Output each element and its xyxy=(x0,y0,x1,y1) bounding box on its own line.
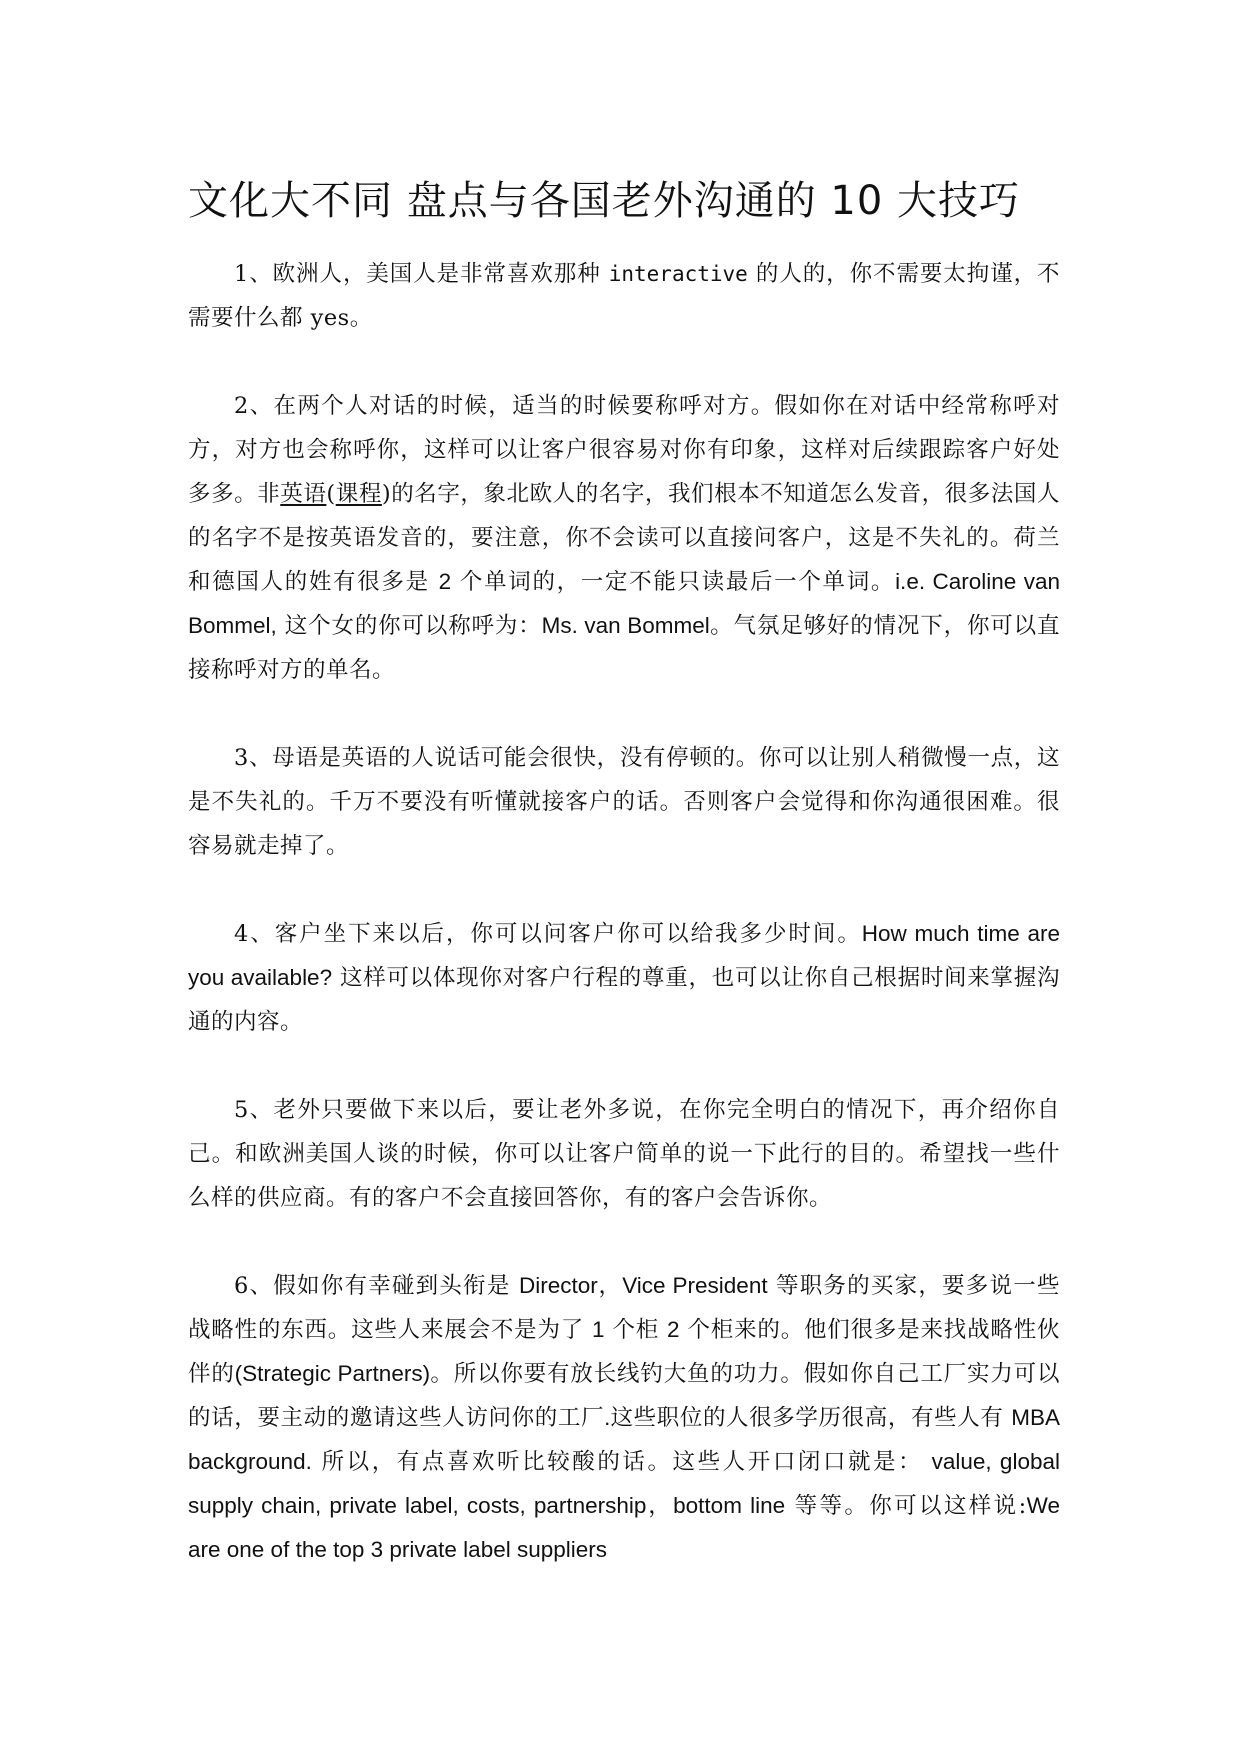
text: 6、假如你有幸碰到头衔是 xyxy=(234,1273,519,1299)
document-body xyxy=(188,170,1060,1572)
text: 个单词的，一定不能只读最后一个单词。 xyxy=(451,569,896,595)
paragraph-3 xyxy=(188,736,1060,868)
text: 5、老外只要做下来以后，要让老外多说，在你完全明白的情况下，再介绍你自己。和欧洲美国人谈的时候，你可以让客户简单的说一下此行的目的。希望找一些什么样的供应商。有的客户不会直接回答你，有的客户会告诉你。 xyxy=(188,1097,1060,1211)
text: 3、母语是英语的人说话可能会很快，没有停顿的。你可以让别人稍微慢一点，这是不失礼的。千万不要没有听懂就接客户的话。否则客户会觉得和你沟通很困难。很容易就走掉了。 xyxy=(188,745,1060,859)
link-english[interactable]: 英语 xyxy=(280,481,327,507)
page-title: 文化大不同 盘点与各国老外沟通的 10 大技巧 xyxy=(188,178,1021,224)
text-english: value, global supply chain, private label, costs, partnership xyxy=(188,1449,1060,1518)
text: ( xyxy=(326,481,336,507)
paragraph-6 xyxy=(188,1264,1060,1572)
text: ， xyxy=(646,1493,674,1519)
text-english: (Strategic Partners) xyxy=(234,1361,431,1386)
paragraph-5 xyxy=(188,1088,1060,1220)
text: 2、在两个人对话的时候，适当的时候要称呼对方。假如你在对话中经常称呼对方，对方也会称呼你，这样可以让客户很容易对你有印象，这样对后续跟踪客户好处多多。非 xyxy=(188,393,1060,507)
text-number: 1 xyxy=(592,1317,605,1342)
link-course[interactable]: 课程 xyxy=(335,481,382,507)
text-english: MBA background. xyxy=(188,1405,1060,1474)
text-punct: . xyxy=(604,1405,611,1430)
text-english: bottom line xyxy=(673,1493,786,1518)
text-english: Vice President xyxy=(622,1273,768,1298)
text: 等职务的买家，要多说一些战略性的东西。这些人来展会不是为了 xyxy=(188,1273,1060,1343)
text: 4、客户坐下来以后，你可以问客户你可以给我多少时间。 xyxy=(234,921,862,947)
text-number: 2 xyxy=(667,1317,680,1342)
text: 这样可以体现你对客户行程的尊重，也可以让你自己根据时间来掌握沟通的内容。 xyxy=(188,965,1060,1035)
text: ， xyxy=(597,1273,623,1299)
text: )的名字，象北欧人的名字，我们根本不知道怎么发音，很多法国人的名字不是按英语发音的，要注意，你不会读可以直接问客户，这是不失礼的。荷兰和德国人的姓有很多是 xyxy=(188,481,1060,595)
text-english: How much time are you available? xyxy=(188,921,1060,990)
text: 这些职位的人很多学历很高，有些人有 xyxy=(610,1405,1012,1431)
text: 1、欧洲人，美国人是非常喜欢那种 xyxy=(234,261,609,287)
text-english: interactive xyxy=(608,262,748,286)
text: 所以，有点喜欢听比较酸的话。这些人开口闭口就是： xyxy=(311,1449,924,1475)
text-english: i.e. Caroline van Bommel, xyxy=(188,569,1060,638)
text: 个柜来的。他们很多是来找战略性伙伴的 xyxy=(188,1317,1060,1387)
text-english: We are one of the top 3 private label suppliers xyxy=(188,1493,1060,1562)
text: 这个女的你可以称呼为： xyxy=(276,613,542,639)
text-number: 2 xyxy=(438,569,452,594)
paragraph-4 xyxy=(188,912,1060,1044)
paragraph-1 xyxy=(188,252,1060,340)
text: 等等。你可以这样说: xyxy=(785,1493,1027,1519)
text-english: Ms. van Bommel xyxy=(541,613,710,638)
text-english: Director xyxy=(518,1273,598,1298)
paragraph-2 xyxy=(188,384,1060,692)
text: 个柜 xyxy=(604,1317,668,1343)
text: 。所以你要有放长线钓大鱼的功力。假如你自己工厂实力可以的话，要主动的邀请这些人访问你的工厂 xyxy=(188,1361,1060,1431)
text: 的人的，你不需要太拘谨，不需要什么都 yes。 xyxy=(188,261,1061,331)
text: 。气氛足够好的情况下，你可以直接称呼对方的单名。 xyxy=(188,613,1060,683)
